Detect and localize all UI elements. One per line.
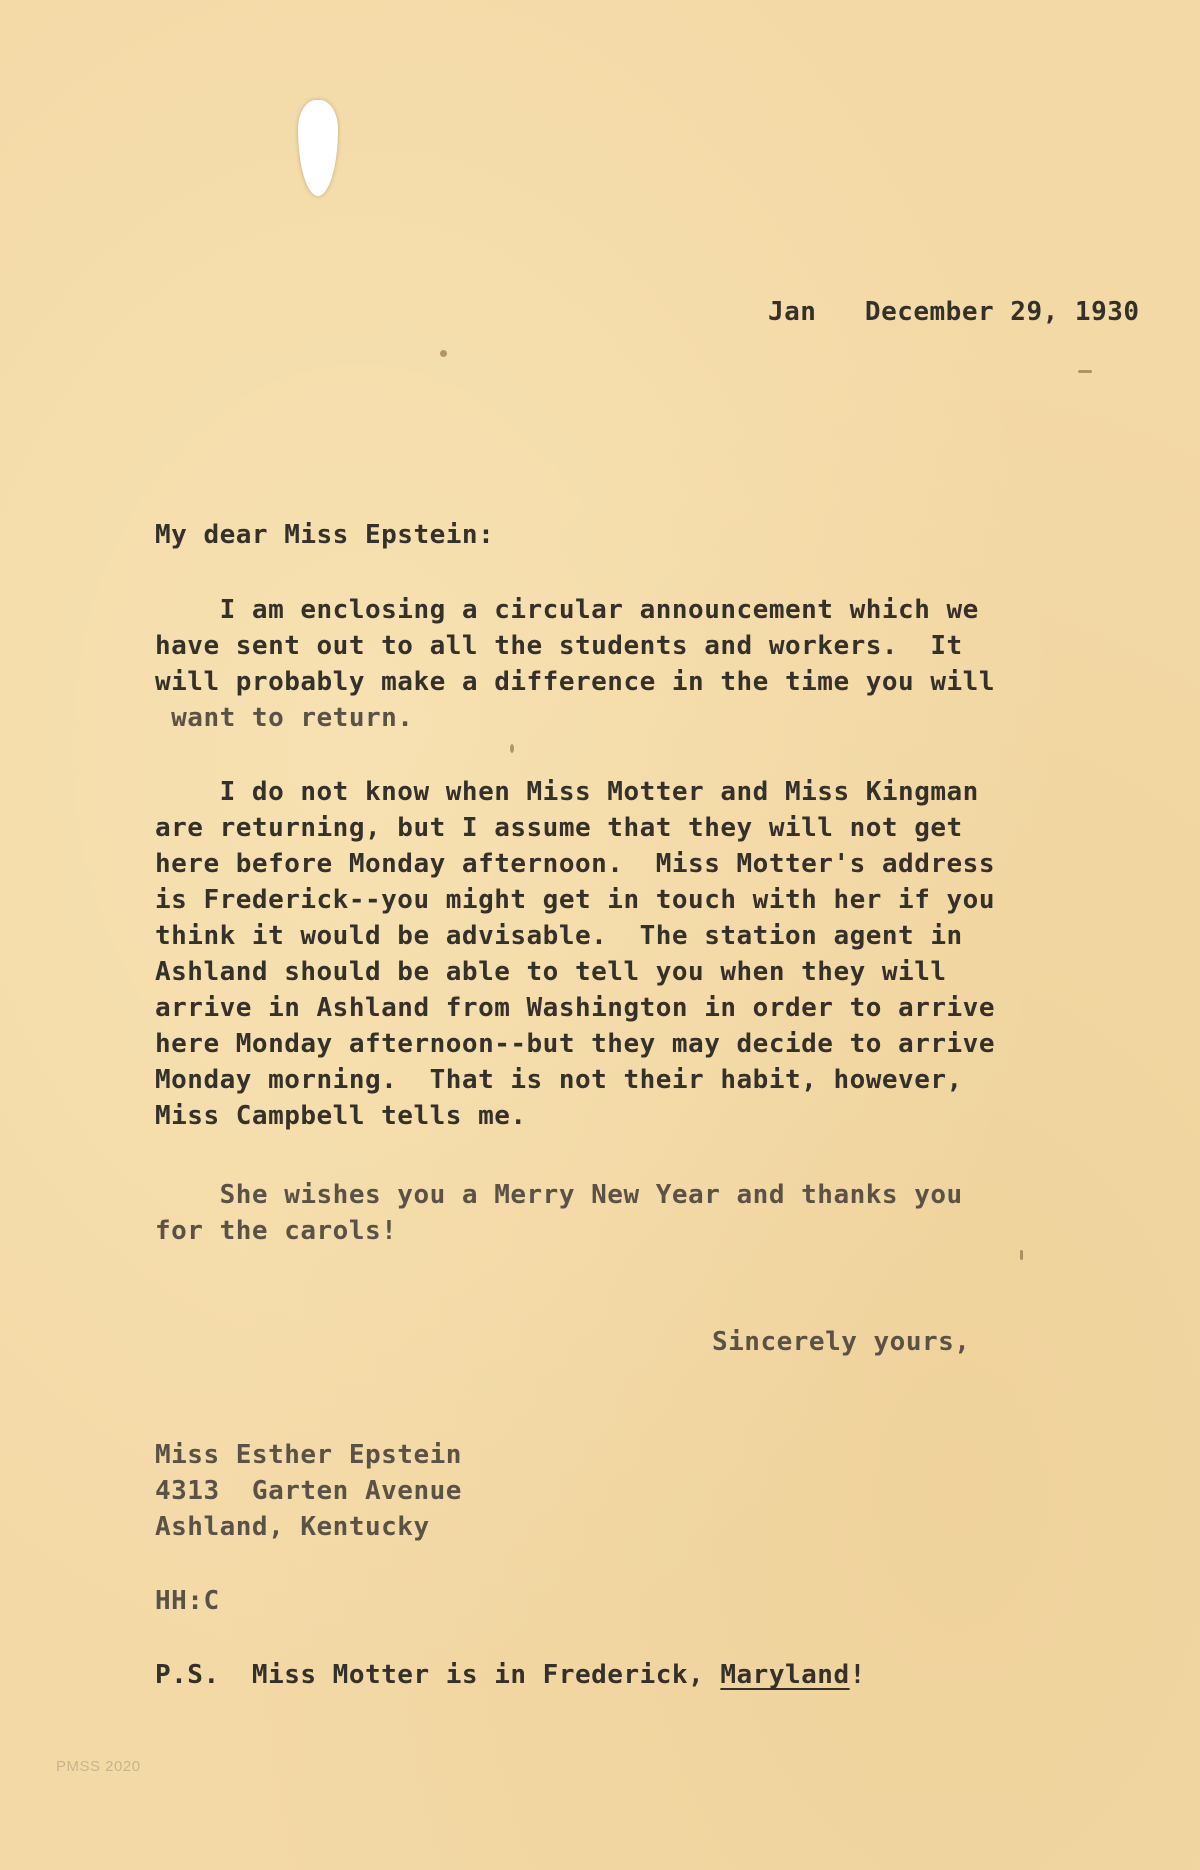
body-line: want to return. xyxy=(155,703,414,733)
body-line: Ashland should be able to tell you when they will xyxy=(155,957,947,987)
address-line: 4313 Garten Avenue xyxy=(155,1476,462,1506)
postscript-underlined: Maryland xyxy=(720,1660,850,1690)
body-line: I am enclosing a circular announcement which we xyxy=(155,595,979,625)
body-line: are returning, but I assume that they will not get xyxy=(155,813,963,843)
body-line: is Frederick--you might get in touch with her if you xyxy=(155,885,995,915)
body-line: Miss Campbell tells me. xyxy=(155,1101,527,1131)
paper-speck xyxy=(1078,370,1092,373)
archive-watermark: PMSS 2020 xyxy=(56,1758,141,1775)
body-line: I do not know when Miss Motter and Miss Kingman xyxy=(155,777,979,807)
address-line: Miss Esther Epstein xyxy=(155,1440,462,1470)
body-line: have sent out to all the students and workers. It xyxy=(155,631,963,661)
body-line: Monday morning. That is not their habit, however, xyxy=(155,1065,963,1095)
body-line: think it would be advisable. The station agent in xyxy=(155,921,963,951)
body-line: for the carols! xyxy=(155,1216,398,1246)
body-line: arrive in Ashland from Washington in order to arrive xyxy=(155,993,995,1023)
postscript-text: P.S. Miss Motter is in Frederick, xyxy=(155,1660,721,1690)
salutation: My dear Miss Epstein: xyxy=(155,520,495,550)
letter-date: Jan December 29, 1930 xyxy=(768,297,1140,327)
paper-speck xyxy=(510,744,514,753)
punch-hole xyxy=(298,100,338,196)
body-line: here Monday afternoon--but they may decide to arrive xyxy=(155,1029,995,1059)
postscript-suffix: ! xyxy=(849,1660,866,1690)
postscript xyxy=(155,1660,866,1690)
closing: Sincerely yours, xyxy=(712,1327,971,1357)
body-line: will probably make a difference in the time you will xyxy=(155,667,995,697)
paper-speck xyxy=(440,350,447,357)
address-line: Ashland, Kentucky xyxy=(155,1512,430,1542)
body-line: here before Monday afternoon. Miss Motter's address xyxy=(155,849,995,879)
typist-initials: HH:C xyxy=(155,1586,220,1616)
body-line: She wishes you a Merry New Year and thanks you xyxy=(155,1180,963,1210)
paper-speck xyxy=(1020,1250,1023,1260)
